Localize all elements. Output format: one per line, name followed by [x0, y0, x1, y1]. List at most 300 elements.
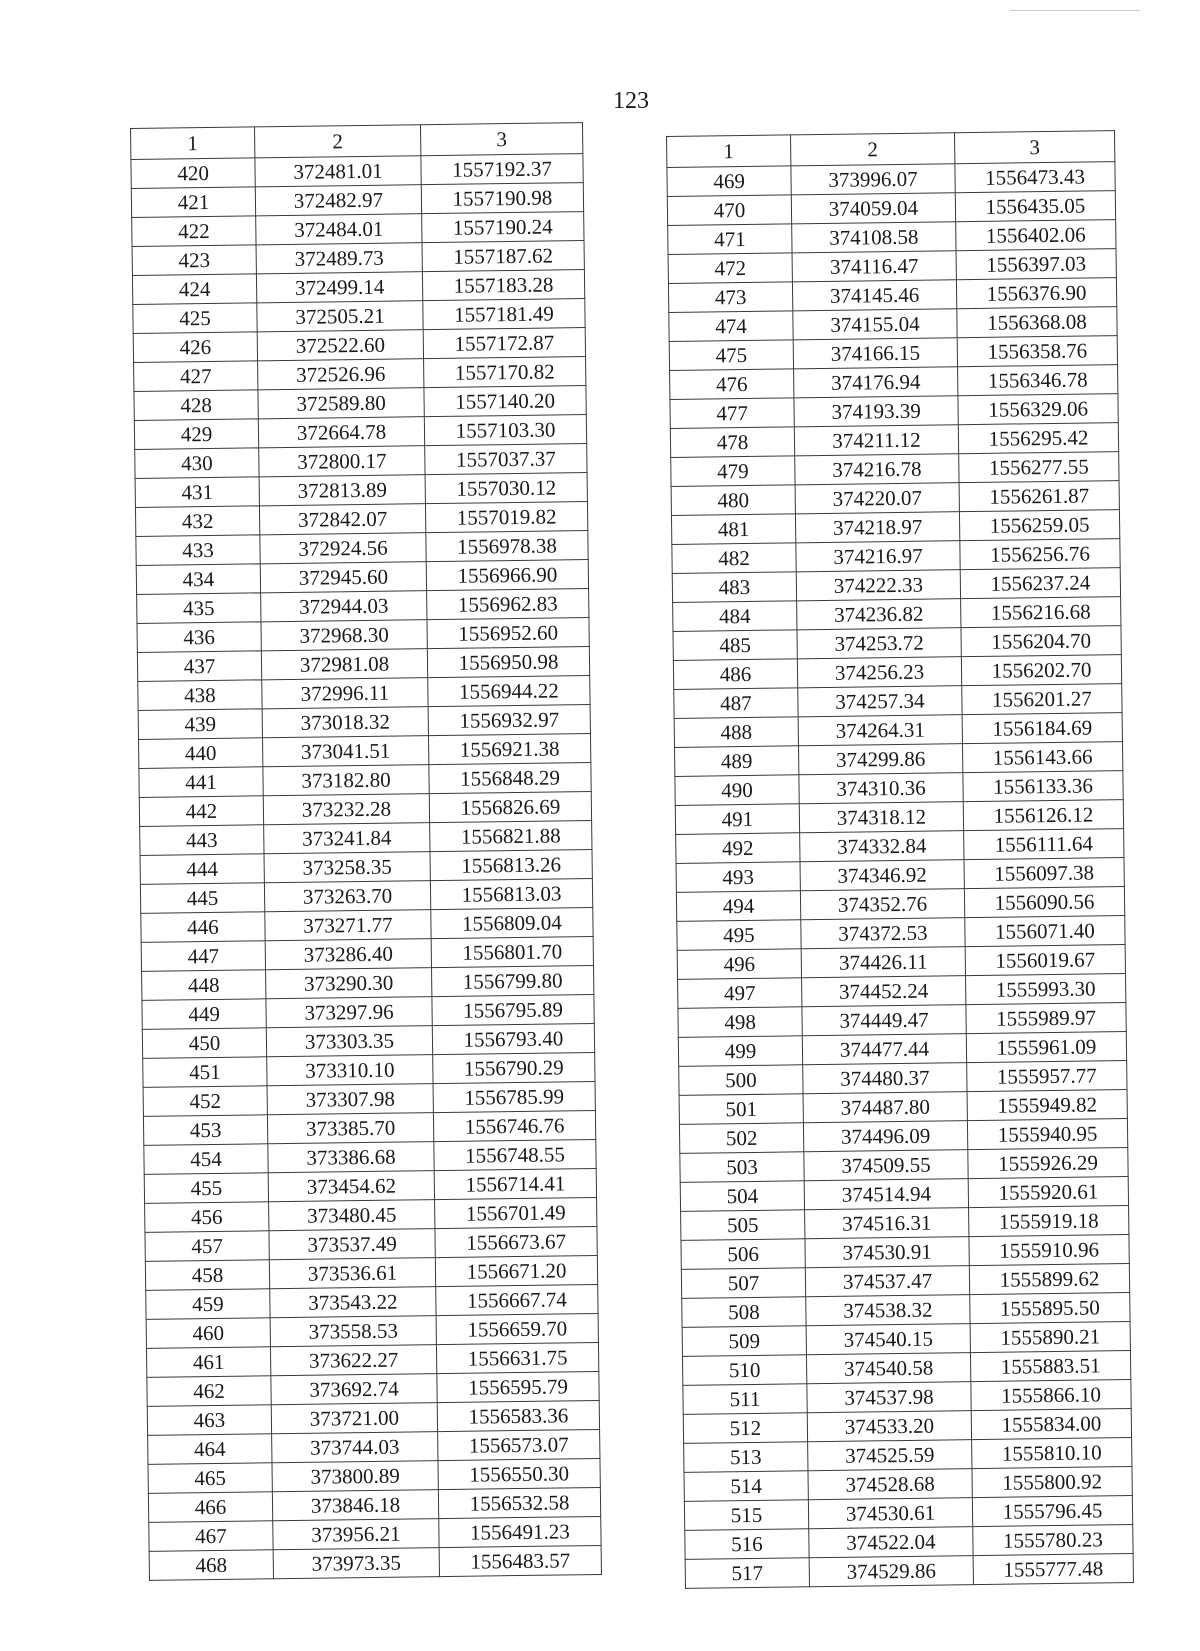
x-coordinate-cell: 374480.37: [803, 1063, 967, 1094]
point-number-cell: 441: [139, 767, 263, 798]
y-coordinate-cell: 1557019.82: [425, 502, 587, 533]
point-number-cell: 492: [676, 833, 800, 864]
y-coordinate-cell: 1556256.76: [960, 539, 1120, 570]
y-coordinate-cell: 1556790.29: [433, 1052, 595, 1083]
point-number-cell: 452: [143, 1086, 267, 1117]
point-number-cell: 479: [671, 456, 795, 487]
point-number-cell: 517: [685, 1558, 809, 1589]
y-coordinate-cell: 1556799.80: [432, 966, 594, 997]
point-number-cell: 485: [673, 630, 797, 661]
x-coordinate-cell: 372968.30: [261, 620, 427, 651]
x-coordinate-cell: 373558.53: [270, 1316, 436, 1347]
point-number-cell: 500: [679, 1065, 803, 1096]
x-coordinate-cell: 372813.89: [259, 475, 425, 506]
x-coordinate-cell: 374257.34: [798, 686, 962, 717]
x-coordinate-cell: 373973.35: [273, 1548, 439, 1579]
x-coordinate-cell: 374116.47: [792, 251, 956, 282]
y-coordinate-cell: 1557183.28: [422, 270, 584, 301]
point-number-cell: 434: [136, 564, 260, 595]
point-number-cell: 447: [141, 941, 265, 972]
x-coordinate-cell: 372481.01: [255, 156, 421, 187]
y-coordinate-cell: 1556748.55: [434, 1139, 596, 1170]
y-coordinate-cell: 1556793.40: [432, 1023, 594, 1054]
y-coordinate-cell: 1556944.22: [428, 676, 590, 707]
y-coordinate-cell: 1555866.10: [971, 1380, 1131, 1411]
y-coordinate-cell: 1556259.05: [959, 510, 1119, 541]
x-coordinate-cell: 373386.68: [268, 1142, 434, 1173]
point-number-cell: 446: [141, 912, 265, 943]
page-number: 123: [613, 88, 649, 114]
y-coordinate-cell: 1556659.70: [436, 1313, 598, 1344]
y-coordinate-cell: 1555961.09: [966, 1032, 1126, 1063]
x-coordinate-cell: 374496.09: [803, 1121, 967, 1152]
point-number-cell: 461: [146, 1347, 270, 1378]
table-row: [685, 1554, 1133, 1589]
x-coordinate-cell: 374216.78: [795, 454, 959, 485]
x-coordinate-cell: 373310.10: [267, 1055, 433, 1086]
x-coordinate-cell: 374452.24: [802, 976, 966, 1007]
x-coordinate-cell: 372981.08: [261, 649, 427, 680]
y-coordinate-cell: 1557181.49: [423, 299, 585, 330]
y-coordinate-cell: 1555883.51: [970, 1351, 1130, 1382]
point-number-cell: 458: [145, 1260, 269, 1291]
column-header-x: 2: [790, 133, 954, 166]
x-coordinate-cell: 374218.97: [795, 512, 959, 543]
x-coordinate-cell: 374529.86: [809, 1556, 973, 1587]
point-number-cell: 457: [145, 1231, 269, 1262]
point-number-cell: 503: [680, 1152, 804, 1183]
x-coordinate-cell: 374538.32: [806, 1295, 970, 1326]
x-coordinate-cell: 373543.22: [270, 1287, 436, 1318]
coordinates-table-right: [666, 130, 1134, 1589]
point-number-cell: 491: [675, 804, 799, 835]
x-coordinate-cell: 373297.96: [266, 997, 432, 1028]
x-coordinate-cell: 373232.28: [263, 794, 429, 825]
point-number-cell: 499: [678, 1036, 802, 1067]
column-header-point: 1: [131, 127, 255, 160]
x-coordinate-cell: 374537.98: [807, 1382, 971, 1413]
point-number-cell: 470: [667, 195, 791, 226]
x-coordinate-cell: 373692.74: [271, 1374, 437, 1405]
x-coordinate-cell: 374145.46: [792, 280, 956, 311]
point-number-cell: 514: [684, 1471, 808, 1502]
point-number-cell: 488: [674, 717, 798, 748]
y-coordinate-cell: 1556216.68: [961, 597, 1121, 628]
point-number-cell: 515: [684, 1500, 808, 1531]
y-coordinate-cell: 1556329.06: [958, 394, 1118, 425]
y-coordinate-cell: 1556402.06: [956, 220, 1116, 251]
point-number-cell: 432: [135, 506, 259, 537]
point-number-cell: 425: [133, 303, 257, 334]
point-number-cell: 465: [148, 1463, 272, 1494]
x-coordinate-cell: 373286.40: [265, 939, 431, 970]
x-coordinate-cell: 374522.04: [809, 1527, 973, 1558]
x-coordinate-cell: 373744.03: [272, 1432, 438, 1463]
point-number-cell: 448: [142, 970, 266, 1001]
y-coordinate-cell: 1556950.98: [427, 647, 589, 678]
y-coordinate-cell: 1556295.42: [958, 423, 1118, 454]
y-coordinate-cell: 1557030.12: [425, 473, 587, 504]
x-coordinate-cell: 372522.60: [257, 330, 423, 361]
y-coordinate-cell: 1556532.58: [438, 1487, 600, 1518]
y-coordinate-cell: 1556126.12: [963, 800, 1123, 831]
point-number-cell: 435: [137, 593, 261, 624]
point-number-cell: 513: [684, 1442, 808, 1473]
point-number-cell: 487: [674, 688, 798, 719]
y-coordinate-cell: 1556435.05: [955, 191, 1115, 222]
point-number-cell: 511: [683, 1384, 807, 1415]
x-coordinate-cell: 373800.89: [272, 1461, 438, 1492]
y-coordinate-cell: 1556813.26: [430, 850, 592, 881]
point-number-cell: 421: [131, 187, 255, 218]
point-number-cell: 445: [140, 883, 264, 914]
y-coordinate-cell: 1556133.36: [963, 771, 1123, 802]
point-number-cell: 471: [668, 224, 792, 255]
page-edge-line: [1010, 10, 1140, 11]
point-number-cell: 490: [675, 775, 799, 806]
y-coordinate-cell: 1556826.69: [429, 792, 591, 823]
y-coordinate-cell: 1557190.98: [421, 183, 583, 214]
y-coordinate-cell: 1555899.62: [969, 1264, 1129, 1295]
x-coordinate-cell: 373041.51: [262, 736, 428, 767]
point-number-cell: 428: [134, 390, 258, 421]
point-number-cell: 426: [133, 332, 257, 363]
point-number-cell: 460: [146, 1318, 270, 1349]
point-number-cell: 450: [142, 1028, 266, 1059]
y-coordinate-cell: 1556978.38: [426, 531, 588, 562]
y-coordinate-cell: 1556483.57: [439, 1545, 601, 1576]
x-coordinate-cell: 373721.00: [271, 1403, 437, 1434]
point-number-cell: 501: [679, 1094, 803, 1125]
point-number-cell: 469: [667, 166, 791, 197]
x-coordinate-cell: 374530.91: [805, 1237, 969, 1268]
y-coordinate-cell: 1556491.23: [439, 1516, 601, 1547]
y-coordinate-cell: 1555890.21: [970, 1322, 1130, 1353]
point-number-cell: 433: [136, 535, 260, 566]
point-number-cell: 494: [676, 891, 800, 922]
x-coordinate-cell: 372499.14: [256, 272, 422, 303]
x-coordinate-cell: 372484.01: [256, 214, 422, 245]
point-number-cell: 496: [677, 949, 801, 980]
x-coordinate-cell: 374155.04: [793, 309, 957, 340]
point-number-cell: 454: [144, 1144, 268, 1175]
x-coordinate-cell: 374220.07: [795, 483, 959, 514]
y-coordinate-cell: 1555957.77: [967, 1061, 1127, 1092]
point-number-cell: 508: [682, 1297, 806, 1328]
y-coordinate-cell: 1557103.30: [424, 415, 586, 446]
y-coordinate-cell: 1555910.96: [969, 1235, 1129, 1266]
y-coordinate-cell: 1556671.20: [435, 1255, 597, 1286]
x-coordinate-cell: 372664.78: [258, 417, 424, 448]
y-coordinate-cell: 1556921.38: [428, 734, 590, 765]
x-coordinate-cell: 373263.70: [264, 881, 430, 912]
x-coordinate-cell: 372996.11: [262, 678, 428, 709]
point-number-cell: 493: [676, 862, 800, 893]
y-coordinate-cell: 1555989.97: [966, 1003, 1126, 1034]
point-number-cell: 506: [681, 1239, 805, 1270]
x-coordinate-cell: 374352.76: [800, 889, 964, 920]
x-coordinate-cell: 373846.18: [272, 1490, 438, 1521]
y-coordinate-cell: 1557140.20: [424, 386, 586, 417]
point-number-cell: 430: [135, 448, 259, 479]
point-number-cell: 475: [669, 340, 793, 371]
y-coordinate-cell: 1556583.36: [437, 1400, 599, 1431]
x-coordinate-cell: 372489.73: [256, 243, 422, 274]
y-coordinate-cell: 1557190.24: [422, 212, 584, 243]
y-coordinate-cell: 1556631.75: [436, 1342, 598, 1373]
y-coordinate-cell: 1556801.70: [431, 937, 593, 968]
y-coordinate-cell: 1556714.41: [434, 1168, 596, 1199]
point-number-cell: 427: [134, 361, 258, 392]
y-coordinate-cell: 1555796.45: [972, 1496, 1132, 1527]
x-coordinate-cell: 373290.30: [266, 968, 432, 999]
column-header-y: 3: [954, 131, 1114, 164]
table-row: [149, 1545, 601, 1580]
x-coordinate-cell: 373480.45: [269, 1200, 435, 1231]
y-coordinate-cell: 1556932.97: [428, 705, 590, 736]
x-coordinate-cell: 373018.32: [262, 707, 428, 738]
y-coordinate-cell: 1555895.50: [970, 1293, 1130, 1324]
y-coordinate-cell: 1556952.60: [427, 618, 589, 649]
column-header-y: 3: [420, 123, 582, 156]
point-number-cell: 420: [131, 158, 255, 189]
point-number-cell: 462: [147, 1376, 271, 1407]
y-coordinate-cell: 1556143.66: [962, 742, 1122, 773]
x-coordinate-cell: 374528.68: [808, 1469, 972, 1500]
point-number-cell: 489: [675, 746, 799, 777]
y-coordinate-cell: 1556673.67: [435, 1226, 597, 1257]
y-coordinate-cell: 1556473.43: [955, 162, 1115, 193]
y-coordinate-cell: 1556204.70: [961, 626, 1121, 657]
x-coordinate-cell: 374332.84: [800, 831, 964, 862]
x-coordinate-cell: 374176.94: [794, 367, 958, 398]
y-coordinate-cell: 1556667.74: [436, 1284, 598, 1315]
y-coordinate-cell: 1555949.82: [967, 1090, 1127, 1121]
x-coordinate-cell: 374449.47: [802, 1005, 966, 1036]
y-coordinate-cell: 1556962.83: [427, 589, 589, 620]
x-coordinate-cell: 374525.59: [808, 1440, 972, 1471]
point-number-cell: 478: [670, 427, 794, 458]
x-coordinate-cell: 374516.31: [805, 1208, 969, 1239]
point-number-cell: 509: [682, 1326, 806, 1357]
x-coordinate-cell: 374487.80: [803, 1092, 967, 1123]
x-coordinate-cell: 372505.21: [257, 301, 423, 332]
y-coordinate-cell: 1556397.03: [956, 249, 1116, 280]
x-coordinate-cell: 374477.44: [802, 1034, 966, 1065]
point-number-cell: 486: [673, 659, 797, 690]
point-number-cell: 507: [681, 1268, 805, 1299]
table-body: [131, 154, 602, 1581]
point-number-cell: 472: [668, 253, 792, 284]
x-coordinate-cell: 373271.77: [265, 910, 431, 941]
point-number-cell: 463: [147, 1405, 271, 1436]
y-coordinate-cell: 1555940.95: [967, 1119, 1127, 1150]
x-coordinate-cell: 374264.31: [798, 715, 962, 746]
point-number-cell: 484: [673, 601, 797, 632]
y-coordinate-cell: 1556376.90: [956, 278, 1116, 309]
y-coordinate-cell: 1555777.48: [973, 1554, 1133, 1585]
y-coordinate-cell: 1556261.87: [959, 481, 1119, 512]
y-coordinate-cell: 1556809.04: [431, 908, 593, 939]
y-coordinate-cell: 1556785.99: [433, 1081, 595, 1112]
x-coordinate-cell: 373996.07: [791, 164, 955, 195]
x-coordinate-cell: 374216.97: [796, 541, 960, 572]
x-coordinate-cell: 373537.49: [269, 1229, 435, 1260]
point-number-cell: 516: [685, 1529, 809, 1560]
point-number-cell: 440: [139, 738, 263, 769]
column-header-point: 1: [667, 135, 791, 168]
point-number-cell: 456: [145, 1202, 269, 1233]
point-number-cell: 442: [139, 796, 263, 827]
point-number-cell: 481: [671, 514, 795, 545]
y-coordinate-cell: 1556358.76: [957, 336, 1117, 367]
point-number-cell: 497: [678, 978, 802, 1009]
y-coordinate-cell: 1556701.49: [435, 1197, 597, 1228]
point-number-cell: 453: [143, 1115, 267, 1146]
point-number-cell: 444: [140, 854, 264, 885]
y-coordinate-cell: 1556019.67: [965, 945, 1125, 976]
x-coordinate-cell: 374530.61: [808, 1498, 972, 1529]
x-coordinate-cell: 373258.35: [264, 852, 430, 883]
point-number-cell: 436: [137, 622, 261, 653]
y-coordinate-cell: 1556550.30: [438, 1458, 600, 1489]
y-coordinate-cell: 1556202.70: [961, 655, 1121, 686]
point-number-cell: 502: [679, 1123, 803, 1154]
point-number-cell: 505: [681, 1210, 805, 1241]
x-coordinate-cell: 374372.53: [801, 918, 965, 949]
y-coordinate-cell: 1556184.69: [962, 713, 1122, 744]
x-coordinate-cell: 374318.12: [799, 802, 963, 833]
point-number-cell: 468: [149, 1550, 273, 1581]
x-coordinate-cell: 374059.04: [791, 193, 955, 224]
point-number-cell: 464: [148, 1434, 272, 1465]
x-coordinate-cell: 374426.11: [801, 947, 965, 978]
x-coordinate-cell: 372589.80: [258, 388, 424, 419]
point-number-cell: 451: [143, 1057, 267, 1088]
y-coordinate-cell: 1556237.24: [960, 568, 1120, 599]
x-coordinate-cell: 372944.03: [261, 591, 427, 622]
point-number-cell: 473: [668, 282, 792, 313]
point-number-cell: 449: [142, 999, 266, 1030]
point-number-cell: 459: [146, 1289, 270, 1320]
y-coordinate-cell: 1557187.62: [422, 241, 584, 272]
y-coordinate-cell: 1556111.64: [964, 829, 1124, 860]
point-number-cell: 439: [138, 709, 262, 740]
y-coordinate-cell: 1556097.38: [964, 858, 1124, 889]
x-coordinate-cell: 374236.82: [797, 599, 961, 630]
x-coordinate-cell: 373385.70: [267, 1113, 433, 1144]
x-coordinate-cell: 372945.60: [260, 562, 426, 593]
x-coordinate-cell: 374256.23: [797, 657, 961, 688]
x-coordinate-cell: 372924.56: [260, 533, 426, 564]
point-number-cell: 423: [132, 245, 256, 276]
y-coordinate-cell: 1557172.87: [423, 328, 585, 359]
x-coordinate-cell: 372842.07: [259, 504, 425, 535]
column-header-x: 2: [254, 125, 420, 158]
point-number-cell: 422: [132, 216, 256, 247]
y-coordinate-cell: 1555834.00: [971, 1409, 1131, 1440]
point-number-cell: 498: [678, 1007, 802, 1038]
x-coordinate-cell: 374533.20: [807, 1411, 971, 1442]
x-coordinate-cell: 374253.72: [797, 628, 961, 659]
point-number-cell: 480: [671, 485, 795, 516]
x-coordinate-cell: 374299.86: [798, 744, 962, 775]
x-coordinate-cell: 373303.35: [266, 1026, 432, 1057]
x-coordinate-cell: 374540.15: [806, 1324, 970, 1355]
y-coordinate-cell: 1556090.56: [964, 887, 1124, 918]
x-coordinate-cell: 372800.17: [259, 446, 425, 477]
x-coordinate-cell: 372482.97: [255, 185, 421, 216]
y-coordinate-cell: 1556821.88: [430, 821, 592, 852]
x-coordinate-cell: 373182.80: [263, 765, 429, 796]
point-number-cell: 455: [144, 1173, 268, 1204]
x-coordinate-cell: 374222.33: [796, 570, 960, 601]
y-coordinate-cell: 1556595.79: [437, 1371, 599, 1402]
point-number-cell: 424: [132, 274, 256, 305]
point-number-cell: 477: [670, 398, 794, 429]
y-coordinate-cell: 1556795.89: [432, 995, 594, 1026]
y-coordinate-cell: 1556573.07: [438, 1429, 600, 1460]
y-coordinate-cell: 1555800.92: [972, 1467, 1132, 1498]
y-coordinate-cell: 1557192.37: [421, 154, 583, 185]
y-coordinate-cell: 1555780.23: [973, 1525, 1133, 1556]
x-coordinate-cell: 374193.39: [794, 396, 958, 427]
point-number-cell: 474: [669, 311, 793, 342]
x-coordinate-cell: 372526.96: [258, 359, 424, 390]
y-coordinate-cell: 1556201.27: [962, 684, 1122, 715]
point-number-cell: 483: [672, 572, 796, 603]
point-number-cell: 495: [677, 920, 801, 951]
point-number-cell: 443: [140, 825, 264, 856]
y-coordinate-cell: 1556746.76: [433, 1110, 595, 1141]
y-coordinate-cell: 1556966.90: [426, 560, 588, 591]
point-number-cell: 467: [149, 1521, 273, 1552]
x-coordinate-cell: 374540.58: [806, 1353, 970, 1384]
x-coordinate-cell: 373307.98: [267, 1084, 433, 1115]
x-coordinate-cell: 374514.94: [804, 1179, 968, 1210]
x-coordinate-cell: 374346.92: [800, 860, 964, 891]
y-coordinate-cell: 1557170.82: [424, 357, 586, 388]
y-coordinate-cell: 1556368.08: [957, 307, 1117, 338]
x-coordinate-cell: 374211.12: [794, 425, 958, 456]
y-coordinate-cell: 1555926.29: [968, 1148, 1128, 1179]
y-coordinate-cell: 1556813.03: [430, 879, 592, 910]
y-coordinate-cell: 1555920.61: [968, 1177, 1128, 1208]
y-coordinate-cell: 1556346.78: [958, 365, 1118, 396]
x-coordinate-cell: 373622.27: [270, 1345, 436, 1376]
x-coordinate-cell: 374310.36: [799, 773, 963, 804]
point-number-cell: 431: [135, 477, 259, 508]
point-number-cell: 504: [680, 1181, 804, 1212]
y-coordinate-cell: 1556848.29: [429, 763, 591, 794]
coordinates-table-left: [130, 122, 602, 1581]
point-number-cell: 482: [672, 543, 796, 574]
x-coordinate-cell: 374108.58: [792, 222, 956, 253]
x-coordinate-cell: 373956.21: [273, 1519, 439, 1550]
y-coordinate-cell: 1557037.37: [425, 444, 587, 475]
y-coordinate-cell: 1556071.40: [965, 916, 1125, 947]
point-number-cell: 437: [137, 651, 261, 682]
point-number-cell: 429: [134, 419, 258, 450]
x-coordinate-cell: 374537.47: [805, 1266, 969, 1297]
y-coordinate-cell: 1556277.55: [959, 452, 1119, 483]
y-coordinate-cell: 1555919.18: [969, 1206, 1129, 1237]
table-body: [667, 162, 1134, 1589]
point-number-cell: 438: [138, 680, 262, 711]
x-coordinate-cell: 373454.62: [268, 1171, 434, 1202]
y-coordinate-cell: 1555993.30: [966, 974, 1126, 1005]
y-coordinate-cell: 1555810.10: [972, 1438, 1132, 1469]
